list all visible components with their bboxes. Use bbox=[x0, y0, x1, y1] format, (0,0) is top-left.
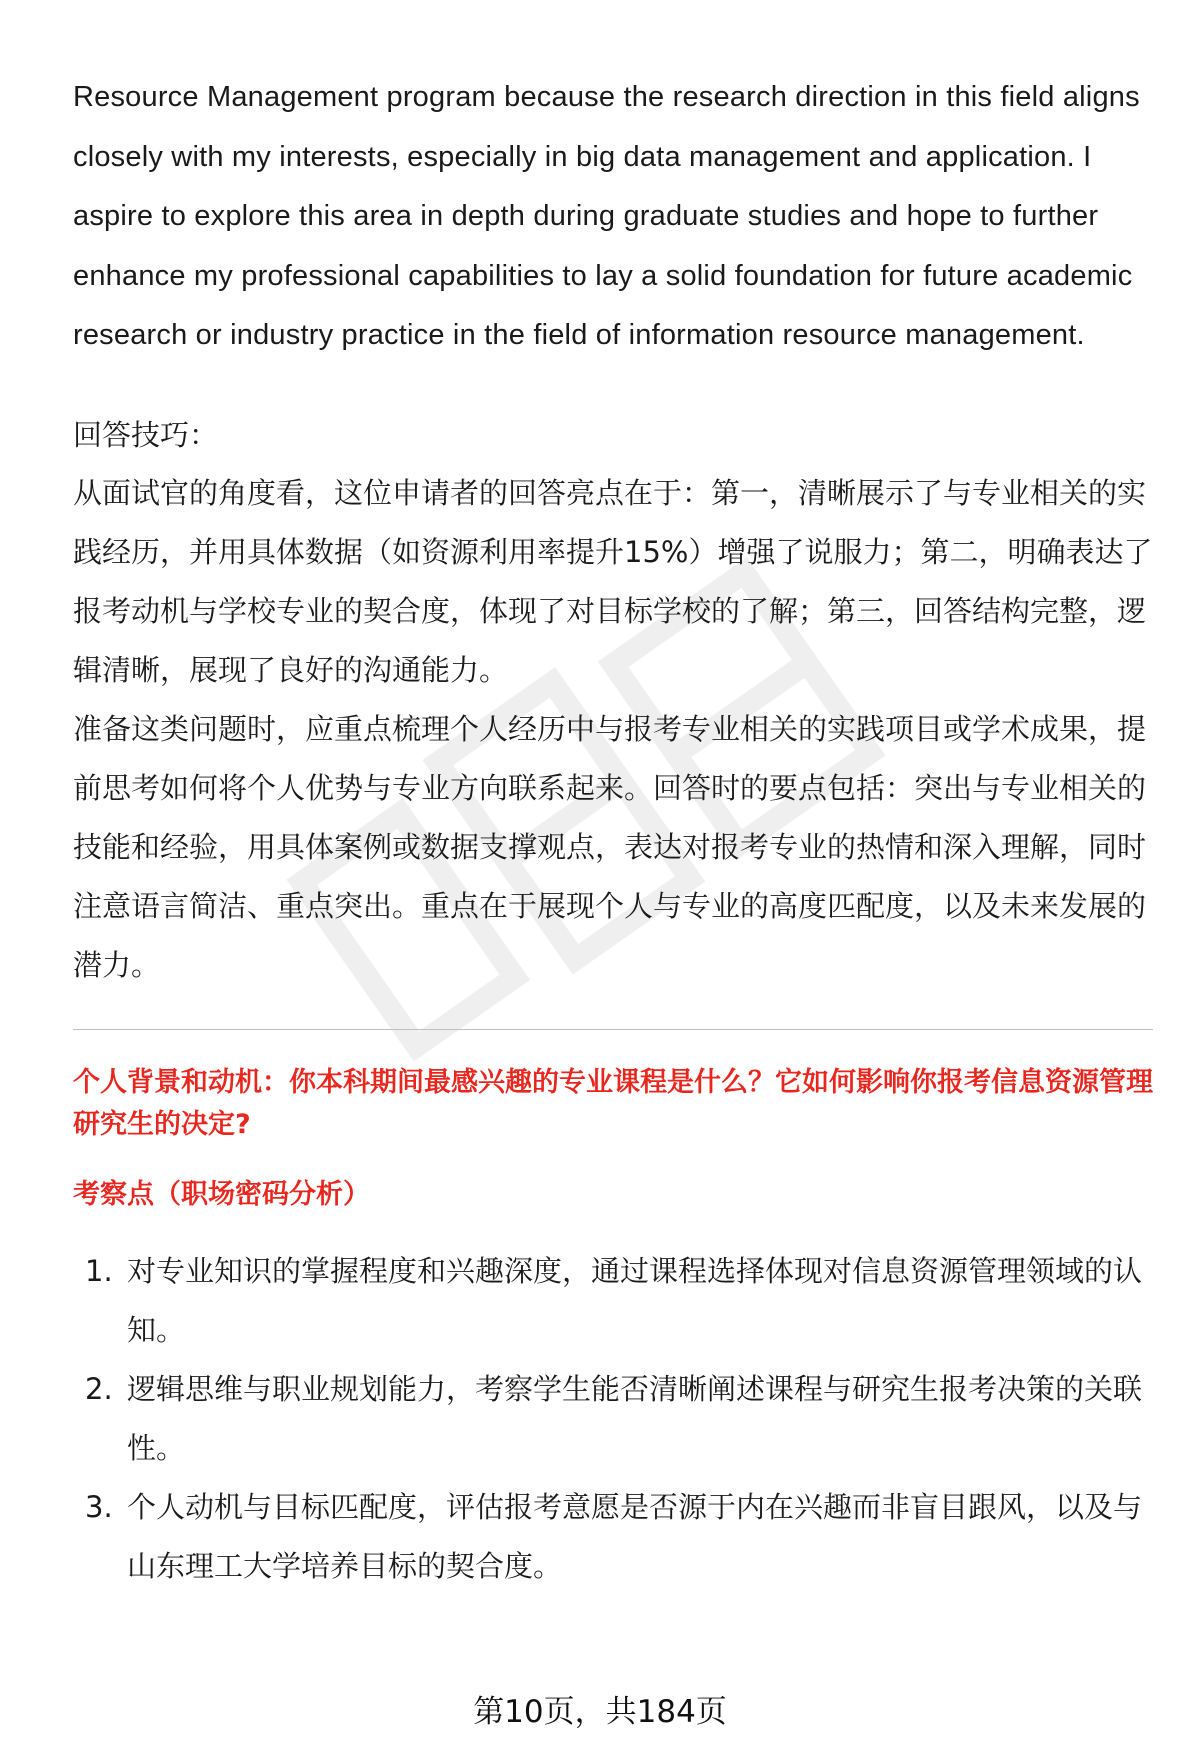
list-item-number: 1. bbox=[85, 1253, 113, 1288]
list-item-text: 个人动机与目标匹配度，评估报考意愿是否源于内在兴趣而非盲目跟风，以及与山东理工大学培养目标的契合度。 bbox=[127, 1489, 1143, 1583]
list-item-number: 3. bbox=[85, 1489, 113, 1524]
question-heading: 个人背景和动机：你本科期间最感兴趣的专业课程是什么？它如何影响你报考信息资源管理研究生的决定? bbox=[73, 1066, 1153, 1140]
english-answer-paragraph: Resource Management program because the research direction in this field aligns closely with my interests, especially in big data management and application. I aspire to explore this area in depth during graduate studies and hope to further enhance my professional capabilities to lay a solid foundation for future academic research or industry practice in the field of information resource management. bbox=[73, 81, 1140, 351]
list-item bbox=[73, 1242, 1153, 1360]
list-item bbox=[73, 1360, 1153, 1478]
list-item-text: 逻辑思维与职业规划能力，考察学生能否清晰阐述课程与研究生报考决策的关联性。 bbox=[127, 1371, 1143, 1465]
tips-label: 回答技巧： bbox=[73, 417, 219, 452]
section-divider bbox=[73, 1029, 1153, 1030]
analysis-label: 考察点（职场密码分析） bbox=[73, 1178, 370, 1210]
list-item bbox=[73, 1478, 1153, 1596]
list-item-number: 2. bbox=[85, 1371, 113, 1406]
list-item-text: 对专业知识的掌握程度和兴趣深度，通过课程选择体现对信息资源管理领域的认知。 bbox=[127, 1253, 1143, 1347]
page-number-footer: 第10页，共184页 bbox=[473, 1694, 727, 1730]
page-content bbox=[73, 68, 1153, 1596]
analysis-list bbox=[73, 1242, 1153, 1596]
tips-paragraph-2: 准备这类问题时，应重点梳理个人经历中与报考专业相关的实践项目或学术成果，提前思考如何将个人优势与专业方向联系起来。回答时的要点包括：突出与专业相关的技能和经验，用具体案例或数据支撑观点，表达对报考专业的热情和深入理解，同时注意语言简洁、重点突出。重点在于展现个人与专业的高度匹配度，以及未来发展的潜力。 bbox=[73, 711, 1147, 982]
tips-paragraph-1: 从面试官的角度看，这位申请者的回答亮点在于：第一，清晰展示了与专业相关的实践经历，并用具体数据（如资源利用率提升15%）增强了说服力；第二，明确表达了报考动机与学校专业的契合度，体现了对目标学校的了解；第三，回答结构完整，逻辑清晰，展现了良好的沟通能力。 bbox=[73, 475, 1153, 687]
